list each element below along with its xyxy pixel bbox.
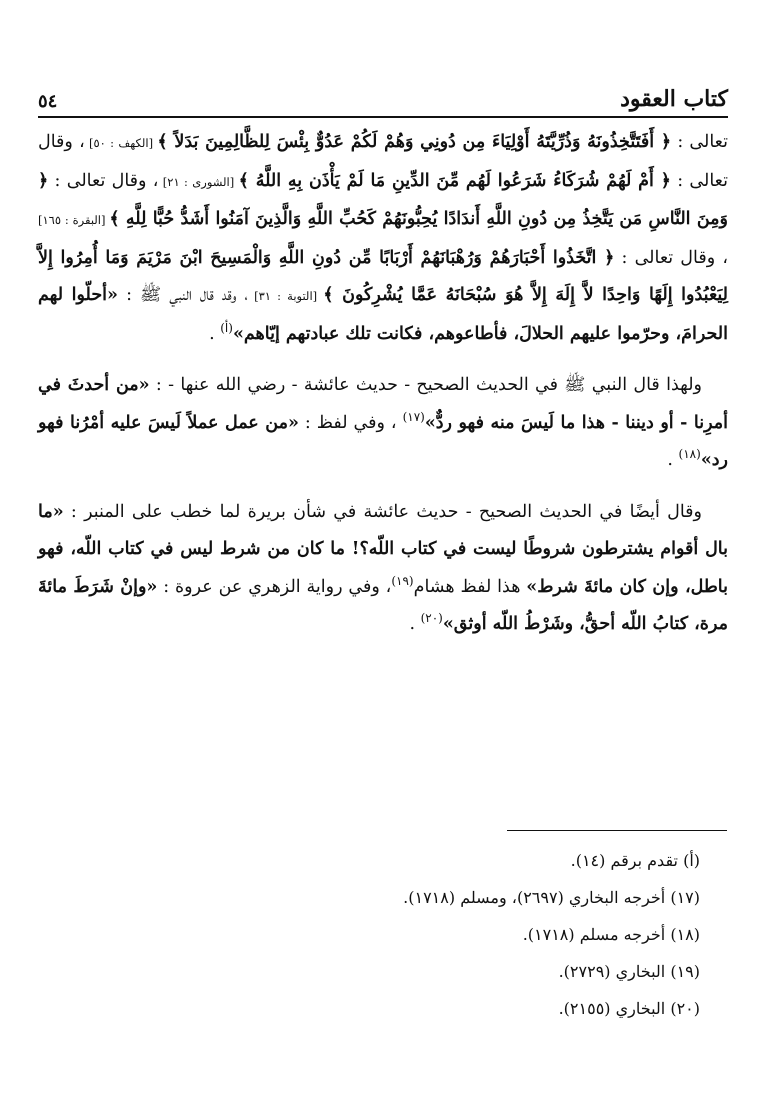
quoted-text: «من أحدثَ في أمرِنا - أو ديننا - هذا ما لَيسَ منه فهو ردٌّ» <box>38 375 729 433</box>
body-text: ، وقال تعالى : <box>614 247 728 268</box>
paragraph-quran-verses <box>38 124 728 353</box>
body-text: هذا لفظ هشام <box>413 576 527 597</box>
body-text: . <box>209 323 221 344</box>
quoted-text: «ما بال أقوام يشترطون شروطًا ليست في كتاب اللّه؟! ما كان من شرط ليس في كتاب اللّه، فهو باطل، وإن كان مائةَ شرط» <box>38 501 729 597</box>
body-text: ، وفي رواية الزهري عن عروة : <box>157 576 392 597</box>
footnote-item: (١٩) البخاري (٢٧٢٩). <box>558 962 700 981</box>
body-text: ، وقال تعالى : <box>38 132 728 191</box>
quoted-text: «وإنْ شَرَطَ مائةَ مرة، كتابُ اللّه أحقُّ، وشَرْطُ اللّه أوثق» <box>38 576 728 634</box>
footnote-item: (١٧) أخرجه البخاري (٢٦٩٧)، ومسلم (١٧١٨). <box>403 888 700 907</box>
body-text: . <box>409 614 421 634</box>
verse-reference: [التوبة : ٣١] <box>247 289 324 303</box>
quoted-text: ﴿ أَمْ لَهُمْ شُرَكَاءُ شَرَعُوا لَهُم مِّنَ الدِّينِ مَا لَمْ يَأْذَن بِهِ اللَّهُ ﴾ <box>238 170 671 191</box>
footnote-item: (١٨) أخرجه مسلم (١٧١٨). <box>522 925 700 944</box>
footnotes <box>38 842 728 1027</box>
body-text: تعالى : <box>671 132 728 152</box>
body-text: ، وفي لفظ : <box>298 412 403 433</box>
body-text: ، وقال تعالى : <box>48 170 159 191</box>
body-text: ، وقد قال النبي ﷺ : <box>117 285 248 305</box>
quoted-text: ﴿ أَفَتَتَّخِذُونَهُ وَذُرِّيَّتَهُ أَوْلِيَاءَ مِن دُونِي وَهُمْ لَكُمْ عَدُوٌّ بِئْسَ لِلظَّالِمِينَ بَدَلاً ﴾ <box>157 132 672 152</box>
body-text: ولهذا قال النبي ﷺ في الحديث الصحيح - حديث عائشة - رضي الله عنها - : <box>149 375 702 395</box>
paragraph-hadith-aisha <box>38 367 728 480</box>
page-number: ٥٤ <box>38 91 58 112</box>
verse-reference: [الكهف : ٥٠] <box>84 136 158 150</box>
footnote-marker: (أ) <box>220 320 233 335</box>
footnote-divider <box>507 830 727 831</box>
footnote-item: (٢٠) البخاري (٢١٥٥). <box>558 999 700 1018</box>
footnote-marker: (١٧) <box>402 409 425 424</box>
footnote-marker: (٢٠) <box>420 611 443 626</box>
quoted-text: ﴿ وَمِنَ النَّاسِ مَن يَتَّخِذُ مِن دُونِ اللَّهِ أَندَادًا يُحِبُّونَهُمْ كَحُبِّ اللَّهِ وَالَّذِينَ آمَنُوا أَشَدُّ حُبًّا لِلَّهِ ﴾ <box>38 170 728 229</box>
footnote-marker: (١٩) <box>391 573 414 588</box>
verse-reference: [الشورى : ٢١] <box>158 174 239 189</box>
footnote-marker: (١٨) <box>678 447 701 462</box>
page-header <box>38 80 728 118</box>
footnote-item: (أ) تقدم برقم (١٤). <box>570 851 700 870</box>
quoted-text: «أحلّوا لهم الحرامَ، وحرّموا عليهم الحلالَ، فأطاعوهم، فكانت تلك عبادتهم إيّاهم» <box>38 285 728 344</box>
quoted-text: «من عمل عملاً لَيسَ عليه أمْرُنا فهو رد» <box>38 412 728 470</box>
body-text: وقال أيضًا في الحديث الصحيح - حديث عائشة في شأن بريرة لما خطب على المنبر : <box>63 501 702 522</box>
body-text: . <box>667 450 679 470</box>
quoted-text: ﴿ اتَّخَذُوا أَحْبَارَهُمْ وَرُهْبَانَهُمْ أَرْبَابًا مِّن دُونِ اللَّهِ وَالْمَسِيحَ ابْنَ مَرْيَمَ وَمَا أُمِرُوا إِلاَّ لِيَعْبُدُوا إِلَهًا وَاحِدًا لاَّ إِلَهَ إِلاَّ هُوَ سُبْحَانَهُ عَمَّا يُشْرِكُونَ ﴾ <box>38 247 729 305</box>
main-text <box>38 124 728 644</box>
paragraph-barira-hadith <box>38 494 728 644</box>
verse-reference: [البقرة : ١٦٥] <box>38 213 110 227</box>
book-title: كتاب العقود <box>620 86 728 112</box>
